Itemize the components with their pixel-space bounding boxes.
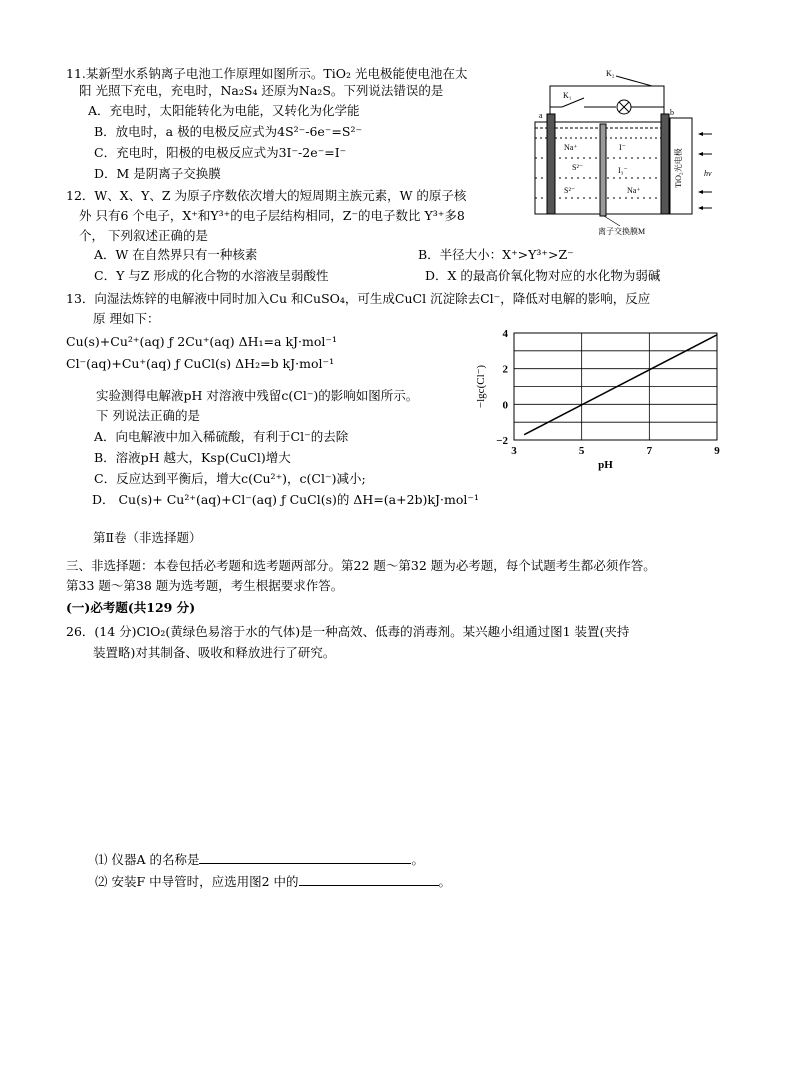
label-hv: hv: [704, 169, 712, 178]
label-b: b: [670, 108, 674, 117]
y-tick-label: 2: [502, 363, 508, 376]
section2-intro-line2: 第33 题～第38 题为选考题，考生根据要求作答。: [66, 578, 344, 593]
y-tick-label: −2: [496, 435, 508, 447]
ion-s-lower: S²⁻: [564, 186, 576, 195]
q13-equation-2: Cl⁻(aq)+Cu⁺(aq) ƒ CuCl(s) ΔH₂=b kJ·mol⁻¹: [66, 356, 335, 371]
q12-stem-line1: 12．W、X、Y、Z 为原子序数依次增大的短周期主族元素，W 的原子核: [66, 188, 467, 203]
section2-required: (一)必考题(共129 分): [66, 600, 196, 615]
q26-sub1: [95, 851, 424, 868]
q13-stem-line4: 下 列说法正确的是: [96, 408, 200, 423]
q11-option-b: B．放电时，a 极的电极反应式为4S²⁻-6e⁻=S²⁻: [94, 124, 363, 139]
ion-i3: I₃⁻: [618, 166, 628, 175]
q12-stem-line3: 个， 下列叙述正确的是: [79, 228, 208, 243]
electrode-b: [661, 114, 669, 214]
q13-option-a: A．向电解液中加入稀硫酸，有利于Cl⁻的去除: [94, 429, 349, 444]
q26-stem-line1: 26．(14 分)ClO₂(黄绿色易溶于水的气体)是一种高效、低毒的消毒剂。某兴趣小组通过图1 装置(夹持: [66, 624, 630, 639]
ion-i-minus: I⁻: [619, 143, 626, 152]
q11-stem-line1: 11.某新型水系钠离子电池工作原理如图所示。TiO₂ 光电极能使电池在太: [66, 66, 468, 81]
q13-stem-line1: 13．向湿法炼锌的电解液中同时加入Cu 和CuSO₄，可生成CuCl 沉淀除去Cl⁻，降低对电解的影响，反应: [66, 291, 651, 306]
q12-option-d: D．X 的最高价氧化物对应的水化物为弱碱: [425, 268, 661, 283]
q11-option-d: D．M 是阴离子交换膜: [94, 166, 221, 181]
q26-sub1-answer-blank[interactable]: [199, 851, 411, 864]
q13-option-c: C．反应达到平衡后，增大c(Cu²⁺)，c(Cl⁻)减小;: [94, 471, 366, 486]
q13-option-d: D． Cu(s)+ Cu²⁺(aq)+Cl⁻(aq) ƒ CuCl(s)的 ΔH=(a+2b)kJ·mol⁻¹: [92, 492, 479, 507]
q26-sub2-answer-blank[interactable]: [299, 873, 439, 886]
y-tick-label: 0: [502, 399, 508, 412]
ion-na-left: Na⁺: [564, 143, 578, 152]
ion-s-upper: S²⁻: [572, 163, 584, 172]
section2-intro-line1: 三、非选择题：本卷包括必考题和选考题两部分。第22 题～第32 题为必考题，每个试题考生都必须作答。: [66, 558, 656, 573]
q26-sub1-end: 。: [411, 852, 424, 867]
q11-option-c: C．充电时，阳极的电极反应式为3I⁻-2e⁻=I⁻: [94, 145, 347, 160]
q13-stem-line3: 实验测得电解液pH 对溶液中残留c(Cl⁻)的影响如图所示。: [96, 388, 419, 403]
q26-sub2-end: 。: [438, 874, 452, 889]
section2-title: 第Ⅱ卷（非选择题）: [93, 530, 202, 545]
x-tick-label: 3: [511, 445, 517, 457]
chart-xlabel: pH: [598, 459, 613, 471]
q12-option-a: A．W 在自然界只有一种核素: [94, 247, 258, 262]
q13-stem-line2: 原 理如下：: [93, 311, 160, 326]
x-tick-label: 5: [578, 445, 585, 457]
x-tick-label: 7: [646, 445, 653, 457]
q12-stem-line2: 外 只有6 个电子，X⁺和Y³⁺的电子层结构相同，Z⁻的电子数比 Y³⁺多8: [79, 208, 465, 223]
label-a: a: [539, 111, 543, 120]
q26-sub1-text: ⑴ 仪器A 的名称是: [95, 852, 200, 867]
q12-option-c: C．Y 与Z 形成的化合物的水溶液呈弱酸性: [94, 268, 329, 283]
x-tick-label: 9: [714, 445, 720, 457]
y-tick-label: 4: [502, 328, 508, 340]
label-k2: K₂: [606, 69, 615, 78]
label-tio2: TiO₂光电极: [674, 148, 683, 188]
q26-sub2-text: ⑵ 安装F 中导管时，应选用图2 中的: [95, 874, 299, 889]
q26-stem-line2: 装置略)对其制备、吸收和释放进行了研究。: [93, 645, 336, 660]
q26-sub2: [95, 873, 451, 890]
label-membrane: 离子交换膜M: [598, 227, 646, 236]
switch-k2: [616, 76, 652, 86]
q12-option-b: B．半径大小：X⁺>Y³⁺>Z⁻: [418, 247, 574, 262]
label-k1: K₁: [563, 91, 572, 100]
q11-stem-line2: 阳 光照下充电，充电时，Na₂S₄ 还原为Na₂S。下列说法错误的是: [79, 83, 444, 98]
ph-chart: [470, 322, 732, 472]
battery-diagram: [530, 62, 730, 244]
q13-option-b: B．溶液pH 越大，Ksp(CuCl)增大: [94, 450, 291, 465]
chart-ylabel: −lgc(Cl⁻): [475, 364, 487, 409]
q11-option-a: A．充电时，太阳能转化为电能，又转化为化学能: [88, 103, 360, 118]
ion-na-right: Na⁺: [627, 186, 641, 195]
q13-equation-1: Cu(s)+Cu²⁺(aq) ƒ 2Cu⁺(aq) ΔH₁=a kJ·mol⁻¹: [66, 334, 337, 349]
membrane-m: [600, 124, 606, 216]
electrode-a: [547, 114, 555, 214]
series-line: [524, 335, 717, 435]
